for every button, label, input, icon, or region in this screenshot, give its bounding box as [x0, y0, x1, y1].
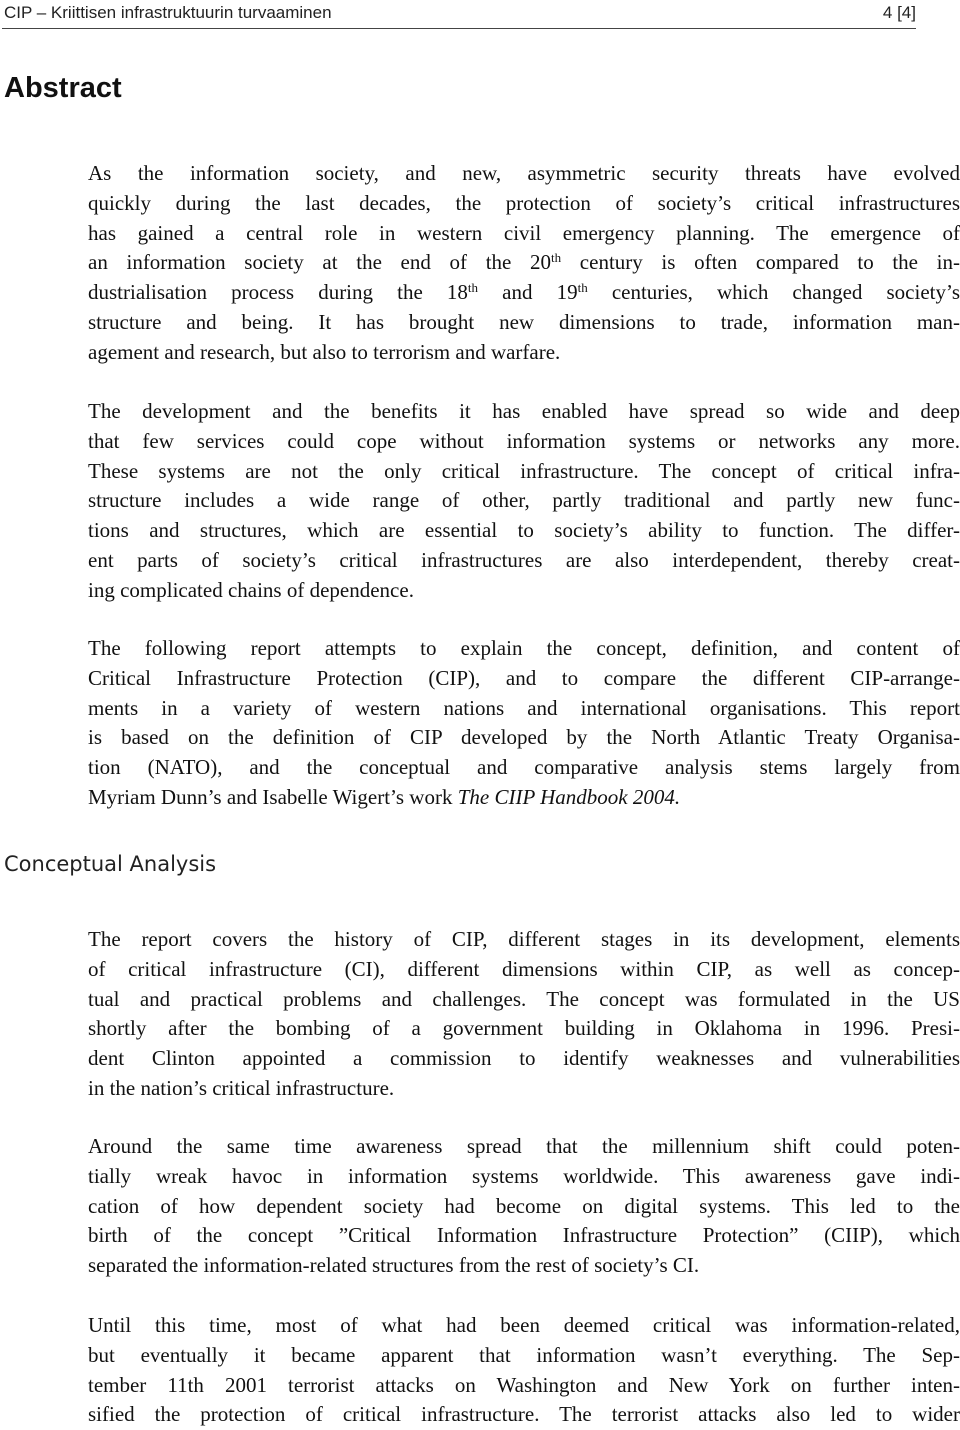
abstract-paragraph-3: [88, 634, 960, 813]
page-number: 4 [4]: [882, 3, 916, 22]
conceptual-analysis-heading: Conceptual Analysis: [4, 852, 217, 876]
text-line: in the nation’s critical infrastructure.: [88, 1075, 395, 1100]
book-title: The CIIP Handbook 2004.: [457, 784, 681, 809]
text-line: ing complicated chains of dependence.: [88, 577, 414, 602]
text-line: is based on the definition of CIP developed by the North Atlantic Treaty Organisa-: [88, 725, 960, 750]
text-line: The following report attempts to explain the concept, definition, and content of: [88, 636, 960, 660]
text-line: Critical Infrastructure Protection (CIP), and to compare the different CIP-arrange-: [88, 665, 960, 690]
text-line: agement and research, but also to terrorism and warfare.: [88, 339, 561, 364]
text-line: Until this time, most of what had been deemed critical was information-related,: [88, 1313, 960, 1337]
text-line: has gained a central role in western civil emergency planning. The emergence of: [88, 220, 960, 245]
text-line: tially wreak havoc in information systems worldwide. This awareness gave indi-: [88, 1163, 960, 1188]
abstract-paragraph-2: [88, 397, 960, 606]
superscript: th: [467, 280, 479, 296]
text-line: tion (NATO), and the conceptual and comparative analysis stems largely from: [88, 755, 960, 780]
text-line: shortly after the bombing of a government building in Oklahoma in 1996. Presi-: [88, 1016, 960, 1041]
text-line: The development and the benefits it has enabled have spread so wide and deep: [88, 399, 960, 423]
text-line: but eventually it became apparent that information wasn’t everything. The Sep-: [88, 1342, 960, 1367]
text-line: quickly during the last decades, the protection of society’s critical infrastructures: [88, 190, 960, 215]
abstract-heading: Abstract: [4, 72, 122, 104]
page-header: [2, 2, 916, 29]
text-line: structure includes a wide range of other, partly traditional and partly new func-: [88, 488, 960, 513]
text-line: The report covers the history of CIP, different stages in its development, elements: [88, 927, 960, 951]
conceptual-paragraph-2: [88, 1132, 960, 1281]
text-line: dustrialisation process during the 18th and 19th centuries, which changed society’s: [88, 280, 960, 305]
text-line: ments in a variety of western nations and international organisations. This report: [88, 695, 960, 720]
text-line: dent Clinton appointed a commission to identify weaknesses and vulnerabilities: [88, 1046, 960, 1071]
text-line: As the information society, and new, asymmetric security threats have evolved: [88, 161, 960, 185]
text-line: of critical infrastructure (CI), different dimensions within CIP, as well as concep-: [88, 956, 960, 981]
text-line: sified the protection of critical infrastructure. The terrorist attacks also led to wider: [88, 1402, 960, 1427]
text-line: an information society at the end of the 20th century is often compared to the in-: [88, 250, 960, 275]
conceptual-paragraph-3: [88, 1311, 960, 1430]
text-line: Around the same time awareness spread that the millennium shift could poten-: [88, 1134, 960, 1158]
text-line: ent parts of society’s critical infrastructures are also interdependent, thereby creat-: [88, 547, 960, 572]
text-line: cation of how dependent society had become on digital systems. This led to the: [88, 1193, 960, 1218]
text-line: tember 11th 2001 terrorist attacks on Washington and New York on further inten-: [88, 1372, 960, 1397]
conceptual-paragraph-1: [88, 925, 960, 1104]
text-line: that few services could cope without information systems or networks any more.: [88, 428, 960, 453]
text-line: birth of the concept ”Critical Information Infrastructure Protection” (CIIP), which: [88, 1223, 960, 1248]
superscript: th: [577, 280, 588, 296]
superscript: th: [551, 250, 562, 266]
text-line: Myriam Dunn’s and Isabelle Wigert’s work The CIIP Handbook 2004.: [88, 784, 681, 809]
text-line: These systems are not the only critical infrastructure. The concept of critical infra-: [88, 458, 960, 483]
text-line: tual and practical problems and challenges. The concept was formulated in the US: [88, 986, 960, 1011]
document-title: CIP – Kriittisen infrastruktuurin turvaaminen: [4, 3, 332, 22]
text-line: separated the information-related structures from the rest of society’s CI.: [88, 1253, 700, 1278]
text-line: structure and being. It has brought new dimensions to trade, information man-: [88, 309, 960, 334]
abstract-paragraph-1: [88, 159, 960, 368]
text-line: tions and structures, which are essential to society’s ability to function. The differ-: [88, 518, 960, 543]
